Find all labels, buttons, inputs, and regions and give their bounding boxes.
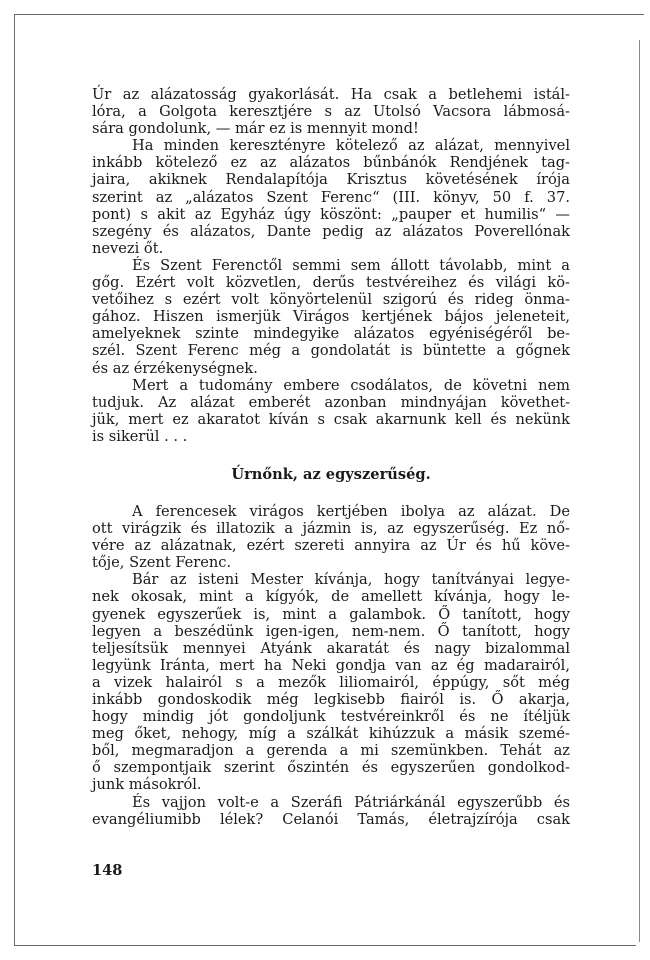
- text-line: És Szent Ferenctől semmi sem állott távolabb, mint a: [132, 256, 570, 274]
- text-line: inkább kötelező ez az alázatos bűnbánók Rendjének tag-: [92, 154, 570, 172]
- scan-border-right: [639, 40, 640, 942]
- text-line: is sikerül . . .: [92, 427, 188, 445]
- section-heading: Úrnőnk, az egyszerűség.: [231, 465, 431, 483]
- text-line: legyünk Iránta, mert ha Neki gondja van az ég madarairól,: [92, 656, 570, 674]
- text-line: evangéliumibb lélek? Celanói Tamás, életrajzírója csak: [92, 810, 570, 828]
- scan-border-left: [14, 14, 15, 946]
- page-body: [92, 86, 570, 828]
- text-line: gához. Hiszen ismerjük Virágos kertjének bájos jeleneteit,: [92, 308, 570, 326]
- text-line: meg őket, nehogy, míg a szálkát kihúzzuk a másik szemé-: [92, 725, 570, 743]
- text-line: vetőihez s ezért volt könyörtelenül szigorú és rideg önma-: [92, 291, 570, 309]
- text-after-heading: [92, 503, 570, 828]
- text-line: junk másokról.: [92, 776, 202, 794]
- text-line: Úr az alázatosság gyakorlását. Ha csak a betlehemi istál-: [92, 86, 570, 103]
- text-line: És vajjon volt-e a Szeráfi Pátriárkánál egyszerűbb és: [132, 793, 570, 811]
- text-line: Ha minden keresztényre kötelező az alázat, mennyivel: [132, 137, 570, 155]
- text-line: szél. Szent Ferenc még a gondolatát is büntette a gőgnek: [92, 342, 570, 360]
- page-number: 148: [92, 862, 123, 879]
- text-line: ő szempontjaik szerint őszintén és egyszerűen gondolkod-: [92, 759, 570, 777]
- text-line: lóra, a Golgota keresztjére s az Utolsó Vacsora lábmosá-: [92, 103, 570, 121]
- text-line: pont) s akit az Egyház úgy köszönt: „pauper et humilis“ —: [92, 205, 570, 223]
- text-line: ott virágzik és illatozik a jázmin is, az egyszerűség. Ez nő-: [92, 520, 570, 538]
- text-line: tudjuk. Az alázat emberét azonban mindnyájan követhet-: [92, 393, 570, 411]
- text-line: a vizek halairól s a mezők liliomairól, éppúgy, sőt még: [92, 673, 570, 691]
- text-line: Mert a tudomány embere csodálatos, de követni nem: [132, 376, 570, 394]
- text-line: gyenek egyszerűek is, mint a galambok. Ő tanított, hogy: [92, 605, 570, 623]
- text-line: A ferencesek virágos kertjében ibolya az alázat. De: [132, 502, 570, 520]
- text-line: szerint az „alázatos Szent Ferenc“ (III. könyv, 50 f. 37.: [92, 188, 570, 206]
- scan-border-top: [14, 14, 644, 15]
- text-line: hogy mindig jót gondoljunk testvéreinkről és ne ítéljük: [92, 708, 570, 726]
- text-line: nek okosak, mint a kígyók, de amellett kívánja, hogy le-: [92, 588, 570, 606]
- text-line: nevezi őt.: [92, 239, 164, 257]
- text-line: vére az alázatnak, ezért szereti annyira az Úr és hű köve-: [92, 537, 570, 555]
- text-line: és az érzékenységnek.: [92, 359, 258, 377]
- scan-border-bottom: [14, 945, 636, 946]
- text-before-heading: [92, 86, 570, 445]
- text-line: szegény és alázatos, Dante pedig az alázatos Poverellónak: [92, 222, 570, 240]
- text-line: jük, mert ez akaratot kíván s csak akarnunk kell és nekünk: [92, 410, 570, 428]
- text-line: amelyeknek szinte mindegyike alázatos egyéniségéről be-: [92, 325, 570, 343]
- text-line: tője, Szent Ferenc.: [92, 554, 232, 572]
- text-line: legyen a beszédünk igen-igen, nem-nem. Ő tanított, hogy: [92, 622, 570, 640]
- text-line: teljesítsük mennyei Atyánk akaratát és nagy bizalommal: [92, 639, 570, 657]
- text-line: jaira, akiknek Rendalapítója Krisztus követésének írója: [92, 171, 570, 189]
- text-line: Bár az isteni Mester kívánja, hogy tanítványai legye-: [132, 571, 570, 589]
- text-line: sára gondolunk, — már ez is mennyit mond!: [92, 120, 419, 138]
- text-line: gőg. Ezért volt közvetlen, derűs testvéreihez és világi kö-: [92, 274, 570, 292]
- text-line: ből, megmaradjon a gerenda a mi szemünkben. Tehát az: [92, 742, 570, 760]
- text-line: inkább gondoskodik még legkisebb fiairól is. Ő akarja,: [92, 691, 570, 708]
